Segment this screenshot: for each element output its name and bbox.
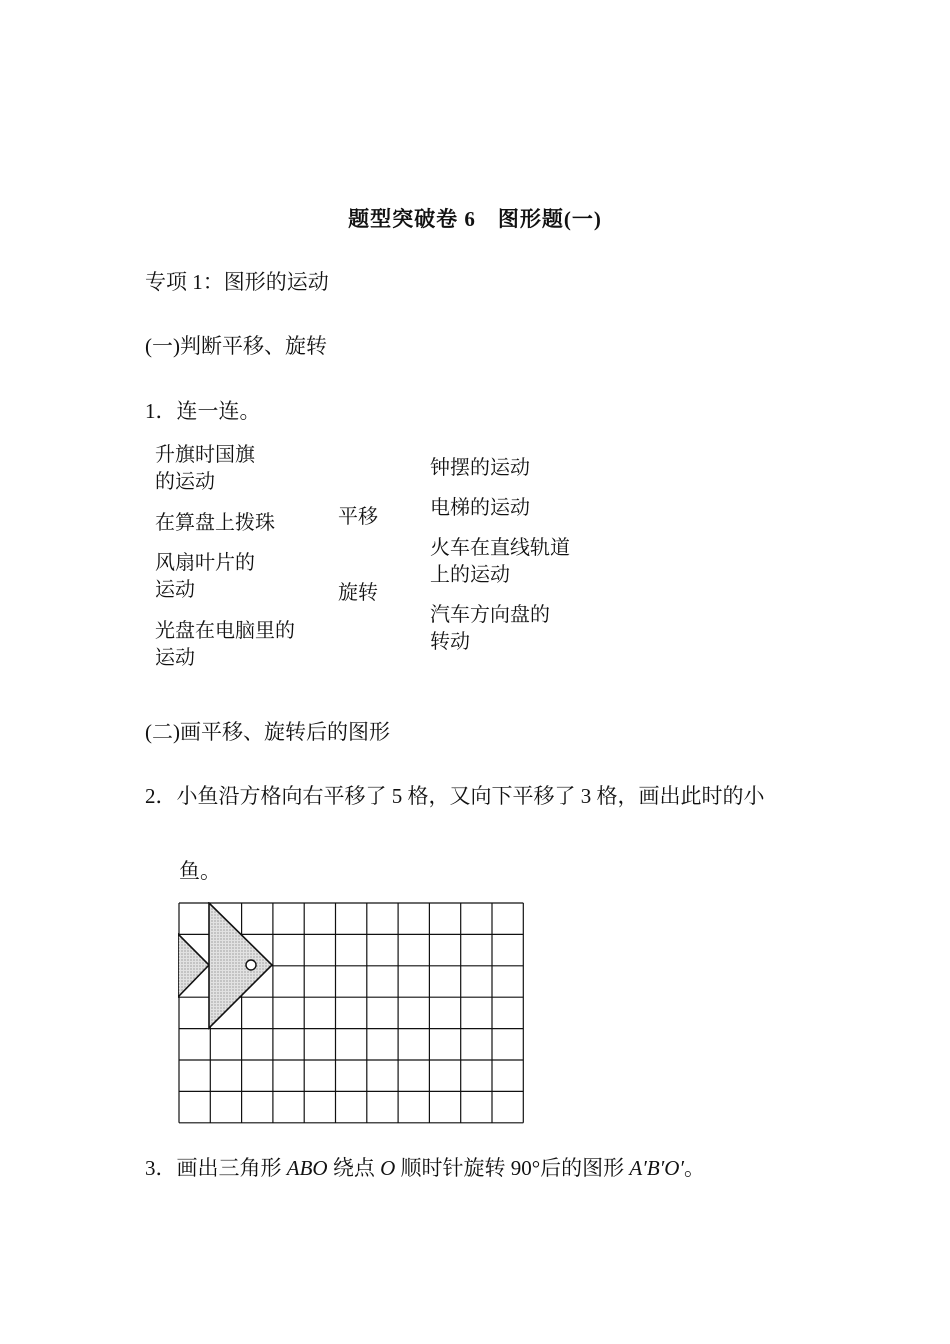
match-left-item: 光盘在电脑里的运动 [155,620,295,669]
match-middle-item: 旋转 [338,582,378,604]
match-middle-item: 平移 [338,506,378,528]
match-left-item: 风扇叶片的运动 [155,552,255,601]
match-right-item: 火车在直线轨道上的运动 [430,537,570,586]
match-left-item: 升旗时国旗的运动 [155,444,255,493]
fish-body [209,903,272,1028]
triangle-label: ABO [286,1156,328,1180]
question-1: 1．连一连。 [145,399,261,423]
point-label: O [380,1156,396,1180]
match-left-item: 在算盘上拨珠 [155,512,275,534]
part-one-heading: (一)判断平移、旋转 [145,334,327,358]
match-right-item: 电梯的运动 [430,497,530,519]
match-right-item: 钟摆的运动 [430,457,530,479]
fish-eye [246,960,256,970]
question-2-line2: 鱼。 [179,859,221,883]
part-two-heading: (二)画平移、旋转后的图形 [145,720,390,744]
section-heading: 专项 1：图形的运动 [145,270,329,294]
page-title: 题型突破卷 6 图形题(一) [348,207,602,231]
question-3: 3．画出三角形 ABO 绕点 O 顺时针旋转 90°后的图形 A′B′O′。 [145,1156,706,1180]
fish-grid [178,902,526,1124]
question-2-line1: 2．小鱼沿方格向右平移了 5 格，又向下平移了 3 格，画出此时的小 [145,784,765,808]
fish-tail [178,934,209,997]
match-right-item: 汽车方向盘的转动 [430,604,550,653]
result-triangle-label: A′B′O′ [629,1156,685,1180]
